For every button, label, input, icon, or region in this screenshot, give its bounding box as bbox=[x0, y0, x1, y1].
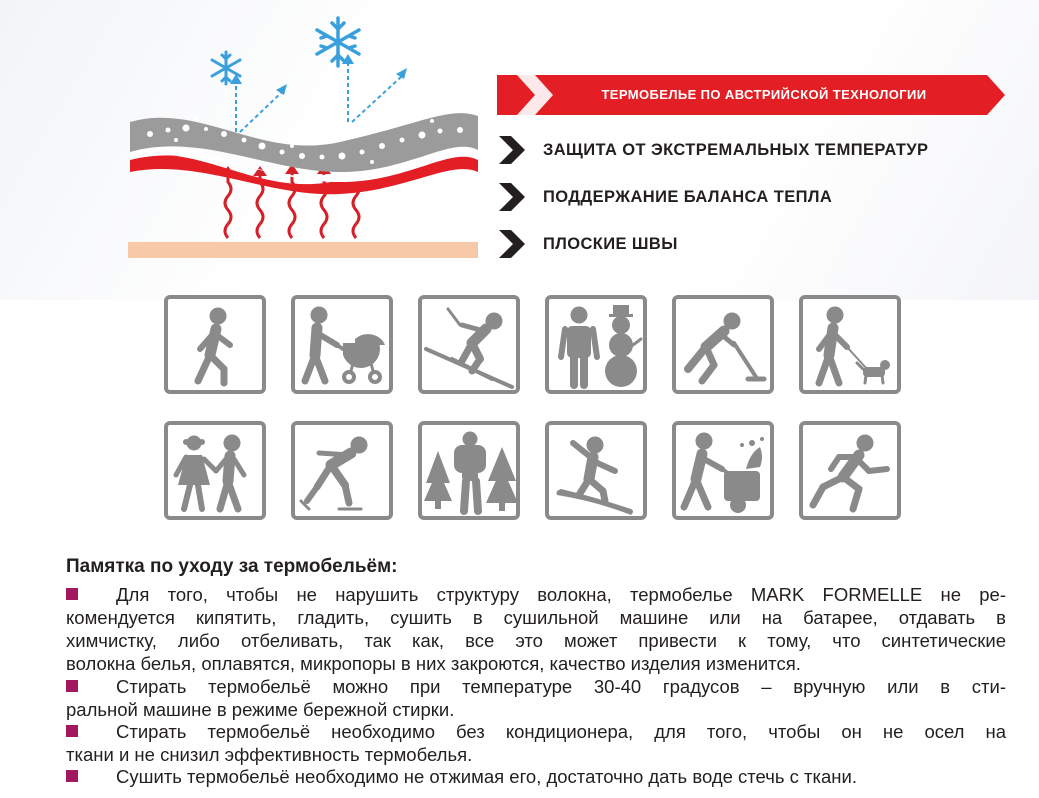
bullet-square-icon bbox=[66, 770, 78, 782]
chevron-right-icon bbox=[497, 134, 527, 166]
vapor-arrows bbox=[236, 62, 402, 132]
bullet-square-icon bbox=[66, 725, 78, 737]
feature-item bbox=[497, 228, 1017, 260]
chevron-right-icon bbox=[497, 181, 527, 213]
walking-icon bbox=[164, 295, 266, 394]
skating-icon bbox=[291, 421, 393, 520]
couple-walking-icon bbox=[164, 421, 266, 520]
feature-text: ЗАЩИТА ОТ ЭКСТРЕМАЛЬНЫХ ТЕМПЕРАТУР bbox=[543, 141, 929, 159]
feature-item bbox=[497, 134, 1017, 166]
technology-banner bbox=[497, 75, 1005, 115]
snowman-icon bbox=[545, 295, 647, 394]
stroller-icon bbox=[291, 295, 393, 394]
feature-text: ПЛОСКИЕ ШВЫ bbox=[543, 235, 678, 253]
feature-text: ПОДДЕРЖАНИЕ БАЛАНСА ТЕПЛА bbox=[543, 188, 833, 206]
care-text-line: Стирать термобельё необходимо без кондиционера, для того, чтобы он не осел на bbox=[116, 721, 1006, 742]
chevron-right-icon bbox=[497, 228, 527, 260]
skin-layer bbox=[128, 242, 478, 258]
skiing-icon bbox=[418, 295, 520, 394]
care-text-line: ткани и не снизил эффективность термобелья. bbox=[66, 744, 473, 765]
feature-item bbox=[497, 181, 1017, 213]
care-text-line: Сушить термобельё необходимо не отжимая его, достаточно дать воде стечь с ткани. bbox=[116, 766, 857, 787]
care-text-line: Стирать термобельё можно при температуре 30-40 градусов – вручную или в сти- bbox=[116, 676, 1006, 697]
care-title: Памятка по уходу за термобельём: bbox=[66, 556, 398, 577]
care-text-line: Для того, чтобы не нарушить структуру волокна, термобелье MARK FORMELLE не ре- bbox=[116, 584, 1006, 605]
hiking-icon bbox=[418, 421, 520, 520]
snowblower-icon bbox=[672, 421, 774, 520]
running-icon bbox=[799, 421, 901, 520]
banner-text: ТЕРМОБЕЛЬЕ ПО АВСТРИЙСКОЙ ТЕХНОЛОГИИ bbox=[601, 87, 927, 102]
snowflake-icon bbox=[317, 18, 359, 66]
snowboarding-icon bbox=[545, 421, 647, 520]
bullet-square-icon bbox=[66, 588, 78, 600]
care-text-line: химчистку, либо отбеливать, так как, все это может привести к тому, что синтетические bbox=[66, 630, 1006, 651]
care-text-line: волокна белья, оплавятся, микропоры в них закроются, качество изделия изменится. bbox=[66, 653, 801, 674]
hockey-icon bbox=[672, 295, 774, 394]
care-text-line: комендуется кипятить, гладить, сушить в сушильной машине или на батарее, отдавать в bbox=[66, 607, 1006, 628]
dog-walking-icon bbox=[799, 295, 901, 394]
bullet-square-icon bbox=[66, 680, 78, 692]
care-text-line: ральной машине в режиме бережной стирки. bbox=[66, 699, 455, 720]
fabric-layers-illustration bbox=[110, 10, 490, 280]
